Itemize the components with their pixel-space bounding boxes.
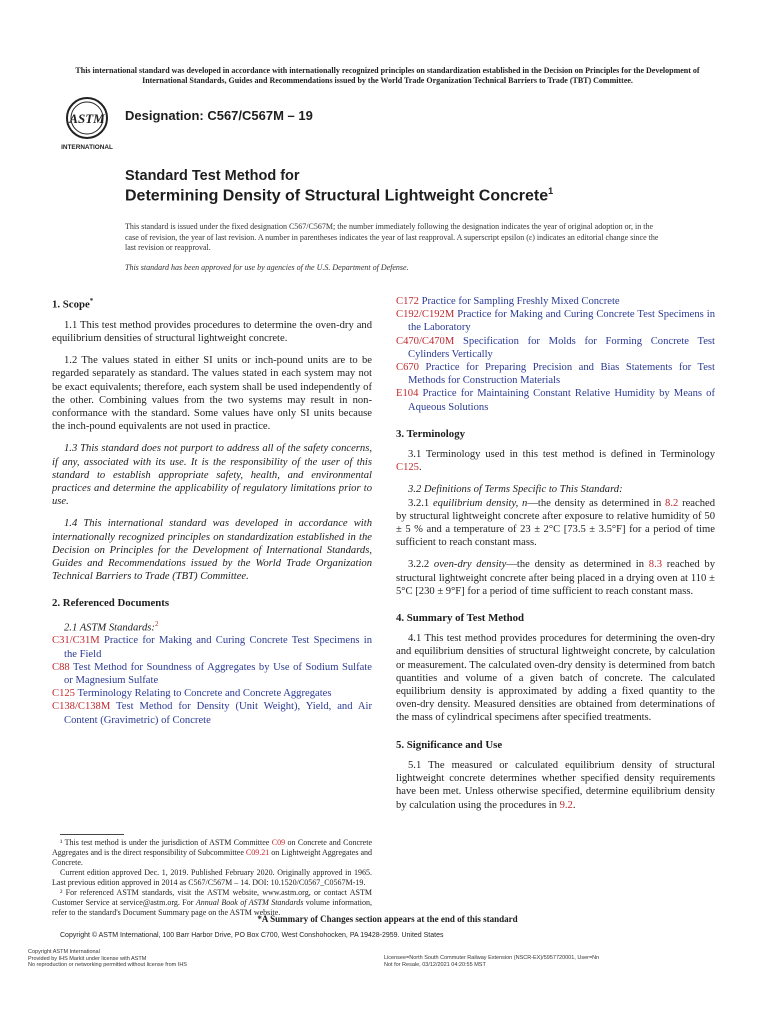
para-1-2: 1.2 The values stated in either SI units or inch-pound units are to be regarded separately as standard. The values stated in each system may not be exact equivalents; therefore, each system shall be used independently of the other. Combining values from the two systems may result in non-conformance with the standard. Some values have only SI units because the inch-pound equivalents are not used in practice.	[52, 355, 372, 433]
ref-code[interactable]: C172	[396, 296, 419, 307]
title-text: Determining Density of Structural Lightweight Concrete	[125, 187, 549, 205]
ref-item[interactable]: C192/C192M Practice for Making and Curing Concrete Test Specimens in the Laboratory	[396, 309, 716, 334]
ref-item[interactable]: E104 Practice for Maintaining Constant Relative Humidity by Means of Aqueous Solutions	[396, 388, 715, 413]
para-1-1: 1.1 This test method provides procedures to determine the oven-dry and equilibrium densities of structural lightweight concrete.	[52, 319, 372, 344]
left-column	[52, 295, 372, 727]
terminology-heading: 3. Terminology	[396, 427, 465, 440]
ref-code[interactable]: E104	[396, 388, 419, 400]
license-left: Copyright ASTM International Provided by IHS Markit under license with ASTM No reproduction or networking permitted without license from IHS	[28, 949, 187, 968]
para-1-3: 1.3 This standard does not purport to address all of the safety concerns, if any, associated with its use. It is the responsibility of the user of this standard to establish appropriate safety, health, and environmental practices and determine the applicability of regulatory limitations prior to use.	[52, 443, 372, 508]
footnote-rule	[60, 834, 124, 835]
ref-code[interactable]: C125	[52, 688, 75, 700]
para-4-1: 4.1 This test method provides procedures for determining the oven-dry and equilibrium densities of structural lightweight concrete, by calculation or measurement. The calculated oven-dry density is determined from batch quantities and volume of a given batch of concrete. The calculated equilibrium density is approximated by adding a fixed quantity to the oven-dry density. Measured densities are obtained from determinations of the mass of cylindrical specimens after specified treatments.	[396, 633, 715, 724]
ref-code[interactable]: C138/C138M	[52, 701, 111, 713]
ref-code[interactable]: C470/C470M	[396, 335, 455, 347]
refs-subheading: 2.1 ASTM Standards:$^2$	[64, 619, 159, 634]
ref-item[interactable]: C125 Terminology Relating to Concrete and Concrete Aggregates	[52, 688, 332, 700]
copyright-line: Copyright © ASTM International, 100 Barr Harbor Drive, PO Box C700, West Conshohocken, PA 19428-2959. United States	[60, 932, 444, 939]
license-right: Licensee=North South Commuter Railway Extension (NSCR-EX)/5957720001, User=Nn Not for Resale, 03/12/2021 04:20:55 MST	[384, 955, 600, 968]
footnotes	[52, 838, 372, 918]
title-footnote-mark: 1	[548, 186, 554, 196]
logo-international: INTERNATIONAL	[61, 144, 113, 151]
ref-item[interactable]: C172 Practice for Sampling Freshly Mixed Concrete	[396, 296, 620, 307]
para-3-1: 3.1 Terminology used in this test method is defined in Terminology C125.	[396, 449, 715, 474]
ref-code[interactable]: C31/C31M	[52, 635, 100, 647]
footnote-2: ² For referenced ASTM standards, visit the ASTM website, www.astm.org, or contact ASTM Customer Service at service@astm.org. For Annual Book of ASTM Standards volume information, refer to the standard's Document Summary page on the ASTM website.	[52, 888, 372, 917]
para-5-1: 5.1 The measured or calculated equilibrium density of structural lightweight concrete determines whether specified density requirements have been met. Unless otherwise specified, determine equilibrium density by calculation using the procedures in 9.2.	[396, 759, 715, 811]
para-1-4: 1.4 This international standard was developed in accordance with internationally recognized principles on standardization established in the Decision on Principles for the Development of International Standards, Guides and Recommendations issued by the World Trade Organization Technical Barriers to Trade (TBT) Committee.	[52, 518, 372, 583]
ref-item[interactable]: C670 Practice for Preparing Precision and Bias Statements for Test Methods for Construction Materials	[396, 362, 716, 387]
logo-wordmark: ASTM	[69, 111, 105, 126]
summary-heading: 4. Summary of Test Method	[396, 612, 525, 625]
scope-heading: 1. Scope*	[52, 297, 94, 311]
ref-item[interactable]: C138/C138M Test Method for Density (Unit Weight), Yield, and Air Content (Gravimetric) of Concrete	[52, 701, 372, 726]
para-3-2-1: 3.2.1 equilibrium density, n—the density as determined in 8.2 reached by structural lightweight concrete after exposure to relative humidity of 50 ± 5 % and a temperature of 23 ± 2°C [73.5 ± 3.5°F] for a period of time sufficient to reach constant mass.	[396, 497, 715, 549]
ref-item[interactable]: C31/C31M Practice for Making and Curing Concrete Test Specimens in the Field	[52, 635, 372, 660]
ref-code[interactable]: C88	[52, 661, 70, 673]
ref-item[interactable]: C470/C470M Specification for Molds for Forming Concrete Test Cylinders Vertically	[396, 335, 715, 360]
astm-logo	[58, 96, 120, 154]
para-3-2: 3.2 Definitions of Terms Specific to This Standard:	[408, 484, 623, 496]
ref-item[interactable]: C88 Test Method for Soundness of Aggregates by Use of Sodium Sulfate or Magnesium Sulfate	[52, 661, 372, 686]
designation: Designation: C567/C567M – 19	[125, 108, 313, 123]
footnote-1: ¹ This test method is under the jurisdiction of ASTM Committee C09 on Concrete and Concrete Aggregates and is the direct responsibility of Subcommittee C09.21 on Lightweight Aggregates and Concrete.	[52, 838, 373, 867]
right-column	[396, 295, 715, 812]
ref-code[interactable]: C670	[396, 362, 419, 374]
ref-code[interactable]: C192/C192M	[396, 309, 455, 321]
document-title	[125, 186, 553, 205]
summary-of-changes-note: *A Summary of Changes section appears at the end of this standard	[257, 914, 518, 924]
dod-note: This standard has been approved for use by agencies of the U.S. Department of Defense.	[125, 263, 409, 272]
refs-heading: 2. Referenced Documents	[52, 597, 170, 610]
tbt-notice: This international standard was developed in accordance with internationally recognized principles on standardization established in the Decision on Principles for the Development of International Standards, Guides and Recommendations issued by the World Trade Organization Technical Barriers to Trade (TBT) Committee.	[75, 66, 700, 85]
issue-note: This standard is issued under the fixed designation C567/C567M; the number immediately following the designation indicates the year of original adoption or, in the case of revision, the year of last revision. A number in parentheses indicates the year of last reapproval. A superscript epsilon (ε) indicates an editorial change since the last revision or reapproval.	[125, 222, 659, 252]
significance-heading: 5. Significance and Use	[396, 738, 503, 751]
title-line-1: Standard Test Method for	[125, 168, 300, 184]
footnote-1-edition: Current edition approved Dec. 1, 2019. Published February 2020. Originally approved in 1965. Last previous edition approved in 2014 as C567/C567M – 14. DOI: 10.1520/C0567_C0567M-19.	[52, 868, 372, 887]
para-3-2-2: 3.2.2 oven-dry density—the density as determined in 8.3 reached by structural lightweight concrete after being placed in a drying oven at 110 ± 5°C [230 ± 9°F] for a period of time sufficient to reach constant mass.	[396, 559, 716, 597]
